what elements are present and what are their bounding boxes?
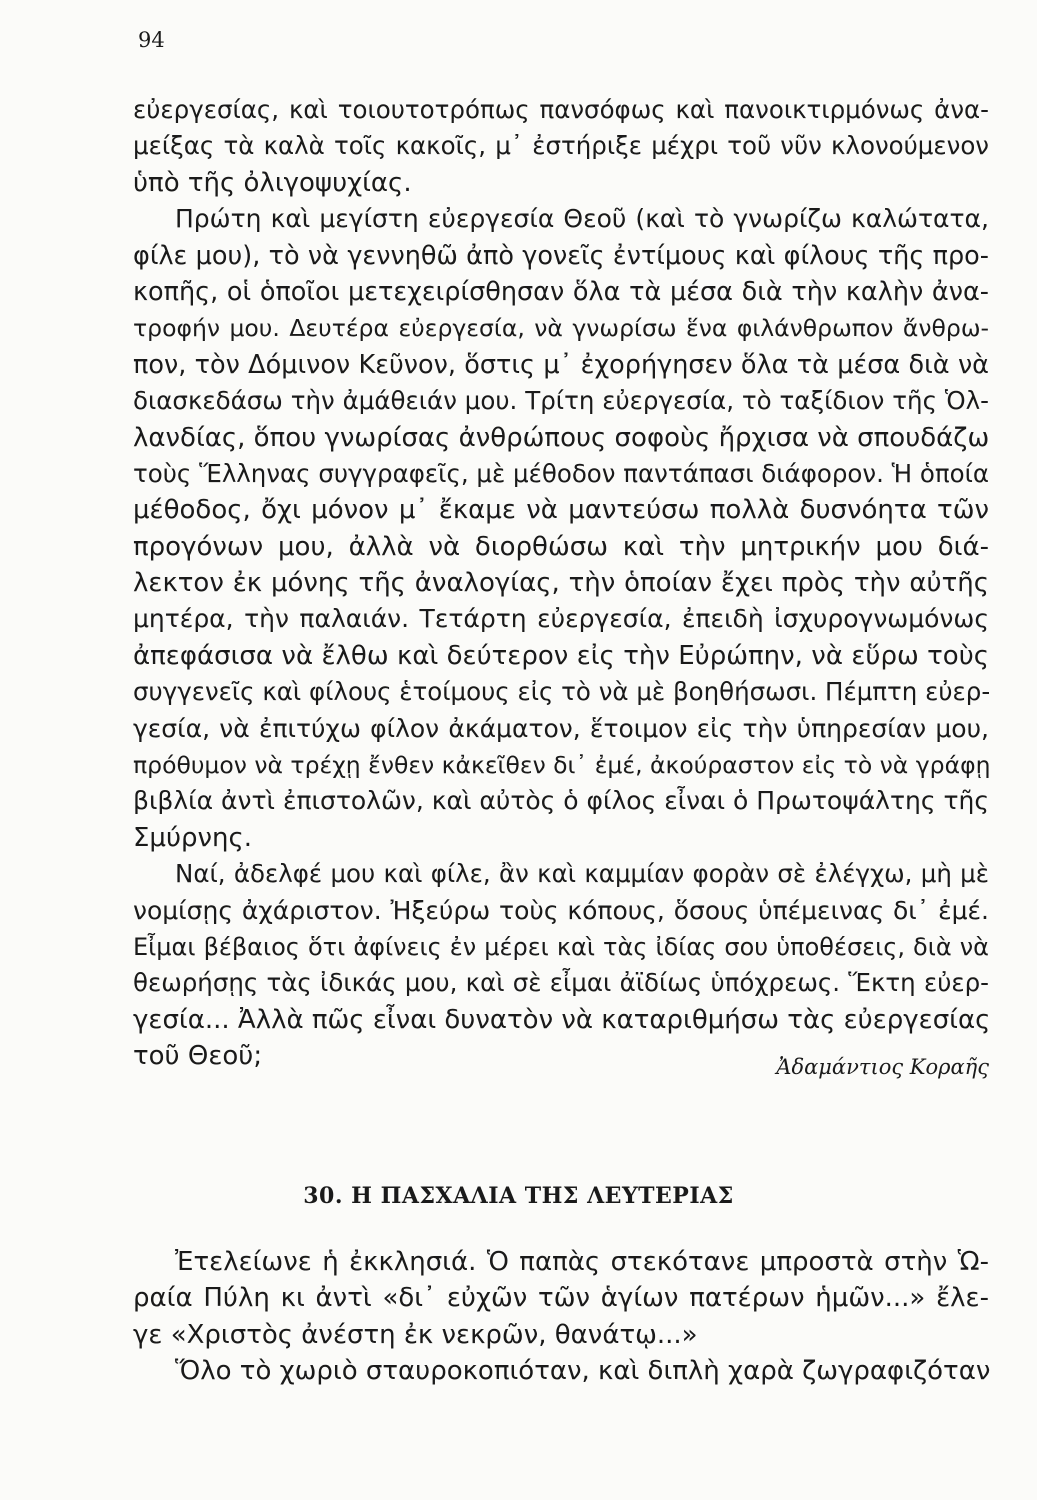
text-line: συγγενεῖς καὶ φίλους ἑτοίμους εἰς τὸ νὰ μὲ βοηθήσωσι. Πέμπτη εὐερ- (133, 677, 991, 707)
text-line: γε «Χριστὸς ἀνέστη ἐκ νεκρῶν, θανάτῳ...» (133, 1319, 698, 1350)
text-line: Ναί, ἀδελφέ μου καὶ φίλε, ἂν καὶ καμμίαν φορὰν σὲ ἐλέγχω, μὴ μὲ (175, 859, 989, 889)
text-line: ἀπεφάσισα νὰ ἔλθω καὶ δεύτερον εἰς τὴν Εὐρώπην, νὰ εὕρω τοὺς (133, 640, 989, 671)
text-line: εὐεργεσίας, καὶ τοιουτοτρόπως πανσόφως καὶ πανοικτιρμόνως ἀνα- (133, 95, 989, 124)
text-line: κοπῆς, οἱ ὁποῖοι μετεχειρίσθησαν ὅλα τὰ μέσα διὰ τὴν καλὴν ἀνα- (133, 276, 989, 307)
text-line: φίλε μου), τὸ νὰ γεννηθῶ ἀπὸ γονεῖς ἐντίμους καὶ φίλους τῆς προ- (133, 240, 989, 271)
text-line: βιβλία ἀντὶ ἐπιστολῶν, καὶ αὐτὸς ὁ φίλος εἶναι ὁ Πρωτοψάλτης τῆς (133, 786, 990, 816)
text-line: ὑπὸ τῆς ὀλιγοψυχίας. (133, 167, 412, 198)
text-line: λεκτον ἐκ μόνης τῆς ἀναλογίας, τὴν ὁποίαν ἔχει πρὸς τὴν αὐτῆς (133, 568, 989, 599)
author-signature: Ἀδαμάντιος Κοραῆς (776, 1055, 989, 1079)
text-line: προγόνων μου, ἀλλὰ νὰ διορθώσω καὶ τὴν μητρικήν μου διά- (133, 531, 989, 562)
text-line: γεσία... Ἀλλὰ πῶς εἶναι δυνατὸν νὰ καταριθμήσω τὰς εὐεργεσίας (133, 1004, 991, 1035)
text-line: τοὺς Ἕλληνας συγγραφεῖς, μὲ μέθοδον παντάπασι διάφορον. Ἡ ὁποία (133, 458, 990, 488)
text-line: θεωρήσῃς τὰς ἰδικάς μου, καὶ σὲ εἶμαι ἀϊδίως ὑπόχρεως. Ἕκτη εὐερ- (133, 968, 989, 998)
text-line: τροφήν μου. Δευτέρα εὐεργεσία, νὰ γνωρίσω ἕνα φιλάνθρωπον ἄνθρω- (133, 314, 989, 343)
section-heading: 30. Η ΠΑΣΧΑΛΙΑ ΤΗΣ ΛΕΥΤΕΡΙΑΣ (303, 1183, 734, 1209)
text-line: νομίσῃς ἀχάριστον. Ἠξεύρω τοὺς κόπους, ὅσους ὑπέμεινας δι᾽ ἐμέ. (133, 895, 989, 925)
section-text (133, 1244, 989, 1390)
text-line: τοῦ Θεοῦ; (133, 1041, 263, 1072)
page-number: 94 (138, 28, 165, 52)
letter-text (133, 92, 989, 1075)
text-line: πον, τὸν Δόμινον Κεῦνον, ὅστις μ᾽ ἐχορήγησεν ὅλα τὰ μέσα διὰ νὰ (133, 349, 989, 380)
text-line: μείξας τὰ καλὰ τοῖς κακοῖς, μ᾽ ἐστήριξε μέχρι τοῦ νῦν κλονούμενον (133, 131, 989, 161)
text-line: γεσία, νὰ ἐπιτύχω φίλον ἀκάματον, ἕτοιμον εἰς τὴν ὑπηρεσίαν μου, (133, 713, 989, 743)
text-line: λανδίας, ὅπου γνωρίσας ἀνθρώπους σοφοὺς ἤρχισα νὰ σπουδάζω (133, 422, 990, 453)
text-line: Ἐτελείωνε ἡ ἐκκλησιά. Ὁ παπὰς στεκότανε μπροστὰ στὴν Ὡ- (175, 1247, 989, 1277)
text-line: Πρώτη καὶ μεγίστη εὐεργεσία Θεοῦ (καὶ τὸ γνωρίζω καλώτατα, (175, 204, 989, 234)
text-line: Σμύρνης. (133, 822, 253, 853)
text-line: πρόθυμον νὰ τρέχῃ ἔνθεν κἀκεῖθεν δι᾽ ἐμέ, ἀκούραστον εἰς τὸ νὰ γράφῃ (133, 751, 991, 780)
text-line: μητέρα, τὴν παλαιάν. Τετάρτη εὐεργεσία, ἐπειδὴ ἰσχυρογνωμόνως (133, 604, 989, 634)
text-line: διασκεδάσω τὴν ἀμάθειάν μου. Τρίτη εὐεργεσία, τὸ ταξίδιον τῆς Ὁλ- (133, 386, 989, 416)
text-line: Ὅλο τὸ χωριὸ σταυροκοπιόταν, καὶ διπλὴ χαρὰ ζωγραφιζόταν (175, 1356, 991, 1387)
text-line: μέθοδος, ὄχι μόνον μ᾽ ἔκαμε νὰ μαντεύσω πολλὰ δυσνόητα τῶν (133, 495, 989, 526)
text-line: ραία Πύλη κι ἀντὶ «δι᾽ εὐχῶν τῶν ἁγίων πατέρων ἡμῶν...» ἔλε- (133, 1283, 989, 1314)
text-line: Εἶμαι βέβαιος ὅτι ἀφίνεις ἐν μέρει καὶ τὰς ἰδίας σου ὑποθέσεις, διὰ νὰ (133, 932, 989, 961)
